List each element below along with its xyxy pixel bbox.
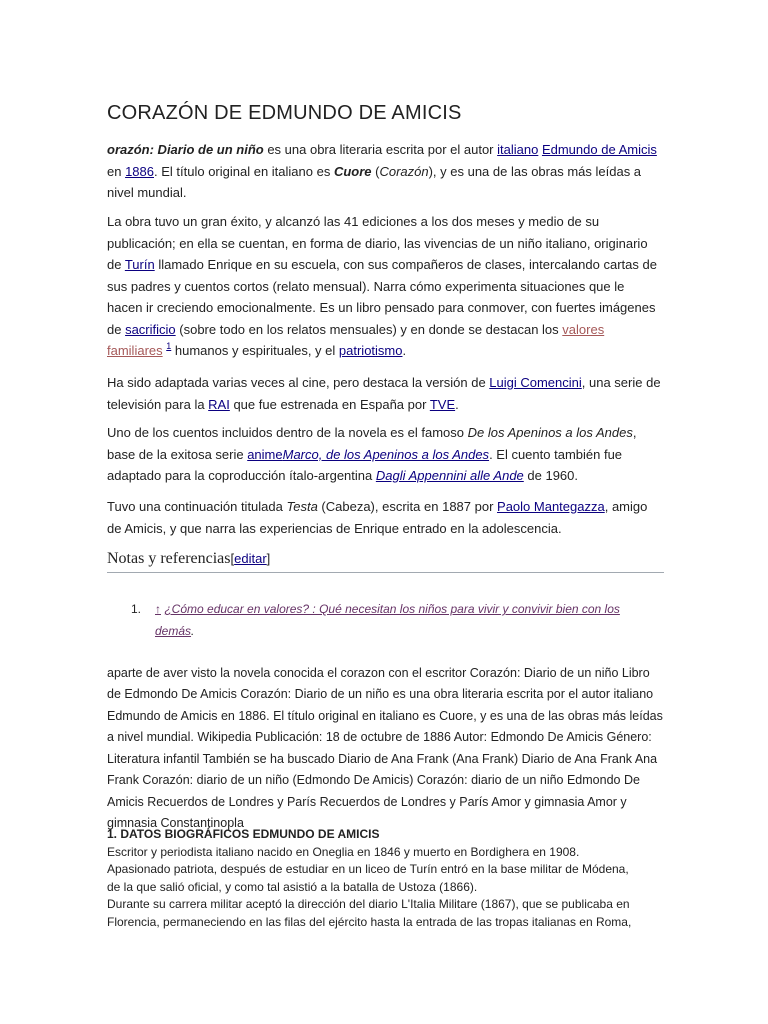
corazon-title: Corazón (379, 163, 429, 179)
text: , una serie de televisión para la (107, 375, 661, 412)
link-dagli[interactable]: Dagli Appennini alle Ande (375, 468, 524, 483)
text: humanos y espirituales, y el (171, 343, 339, 358)
paragraph-4 (107, 422, 663, 487)
section-heading-notas (107, 550, 664, 573)
text: que fue estrenada en España por (229, 396, 430, 412)
paragraph-3 (107, 372, 663, 415)
footnote-ref-1[interactable]: 1 (166, 341, 172, 351)
link-rai[interactable]: RAI (208, 396, 230, 412)
text: (Cabeza), escrita en 1887 por (317, 499, 498, 514)
cuore-title: Cuore (333, 163, 372, 179)
text: Tuvo una continuación titulada (107, 499, 287, 514)
biography-line: Florencia, permaneciendo en las filas del ejército hasta la entrada de las tropas italianas en Roma, (107, 914, 632, 929)
link-patriotismo[interactable]: patriotismo (338, 343, 403, 358)
text: ), y es una de las obras más leídas a nivel mundial. (107, 163, 642, 200)
link-sacrificio[interactable]: sacrificio (125, 321, 176, 337)
text: de 1960. (523, 468, 578, 483)
reference-item (131, 598, 651, 642)
biography-line: Apasionado patriota, después de estudiar en un liceo de Turín entró en la base militar de Módena, (107, 862, 629, 876)
text: ( (371, 163, 380, 179)
reference-link[interactable]: ¿Cómo educar en valores? : Qué necesitan los niños para vivir y convivir bien con los demás (155, 602, 620, 638)
text: (sobre todo en los relatos mensuales) y en donde se destacan los (175, 321, 563, 337)
biography-section (107, 826, 667, 931)
biography-title: 1. DATOS BIOGRÁFICOS EDMUNDO DE AMICIS (107, 827, 380, 841)
reference-backlink[interactable]: ↑ (155, 602, 161, 616)
text: es una obra literaria escrita por el autor (263, 142, 498, 157)
section-title: Notas y referencias (107, 550, 231, 567)
link-valores-familiares[interactable]: valores familiares (107, 321, 605, 358)
lead-title: orazón: Diario de un niño (107, 142, 264, 157)
text: , base de la exitosa serie (107, 425, 637, 462)
text: . El título original en italiano es (154, 163, 334, 179)
text: llamado Enrique en su escuela, con sus compañeros de clases, intercalando cartas de sus padres y cuentos cortos (relato mensual). Narra cómo experimenta situaciones que le hacen ir creciendo emocionalmente. Es un libro pensado para conmover, con fuertes imágenes de (107, 257, 657, 337)
text: en (107, 163, 126, 179)
text: . (191, 624, 195, 638)
link-paolo[interactable]: Paolo Mantegazza (497, 499, 605, 514)
text: . (455, 396, 459, 412)
text: Ha sido adaptada varias veces al cine, pero destaca la versión de (107, 375, 490, 390)
link-turin[interactable]: Turín (124, 257, 155, 272)
page-title: CORAZÓN DE EDMUNDO DE AMICIS (107, 102, 462, 124)
plain-text-block: aparte de aver visto la novela conocida el corazon con el escritor Corazón: Diario de un niño Libro de Edmondo De Amicis Corazón: Diario de un niño es una obra literaria escrita por el autor italiano Edmundo de Amicis en 1886. El título original en italiano es Cuore, y es una de las obras más leídas a nivel mundial. Wikipedia Publicación: 18 de octubre de 1886 Autor: Edmondo De Amicis Género: Literatura infantil También se ha buscado Diario de Ana Frank (Ana Frank) Diario de Ana Frank Ana Frank Corazón: diario de un niño (Edmondo De Amicis) Corazón: diario de un niño Edmondo De Amicis Recuerdos de Londres y París Recuerdos de Londres y París Amor y gimnasia Amor y gimnasia Constantinopla (107, 665, 663, 830)
link-author[interactable]: Edmundo de Amicis (541, 142, 657, 157)
link-anime[interactable]: anime (247, 446, 283, 462)
biography-line: Escritor y periodista italiano nacido en Oneglia en 1846 y muerto en Bordighera en 1908. (107, 844, 580, 859)
text: . (402, 343, 407, 358)
bracket: ] (266, 551, 271, 566)
apeninos-title: De los Apeninos a los Andes (467, 425, 633, 440)
reference-number: 1. (131, 602, 142, 616)
text: , amigo de Amicis, y que narra las experiencias de Enrique entrado en la adolescencia. (107, 499, 648, 536)
paragraph-5 (107, 496, 663, 539)
bracket: [ (230, 551, 235, 566)
text: . El cuento también fue adaptado para la coproducción ítalo-argentina (107, 446, 623, 483)
edit-section-link[interactable]: editar (234, 551, 267, 566)
link-comencini[interactable]: Luigi Comencini (489, 375, 582, 390)
link-year[interactable]: 1886 (125, 163, 154, 179)
intro-paragraph (107, 139, 663, 204)
link-tve[interactable]: TVE (429, 396, 456, 412)
text: La obra tuvo un gran éxito, y alcanzó las 41 ediciones a los dos meses y medio de su publicación; en ella se cuentan, en forma de diario, las vivencias de un niño italiano, originario de (107, 214, 648, 272)
link-marco[interactable]: Marco, de los Apeninos a los Andes (282, 446, 490, 462)
biography-line: Durante su carrera militar aceptó la dirección del diario L'Italia Militare (1867), que se publicaba en (107, 897, 630, 911)
testa-title: Testa (286, 499, 318, 514)
link-italiano[interactable]: italiano (497, 142, 539, 157)
text: Uno de los cuentos incluidos dentro de la novela es el famoso (107, 425, 468, 440)
paragraph-2 (107, 211, 663, 362)
biography-line: de la que salió oficial, y como tal asistió a la batalla de Ustoza (1866). (107, 879, 478, 894)
